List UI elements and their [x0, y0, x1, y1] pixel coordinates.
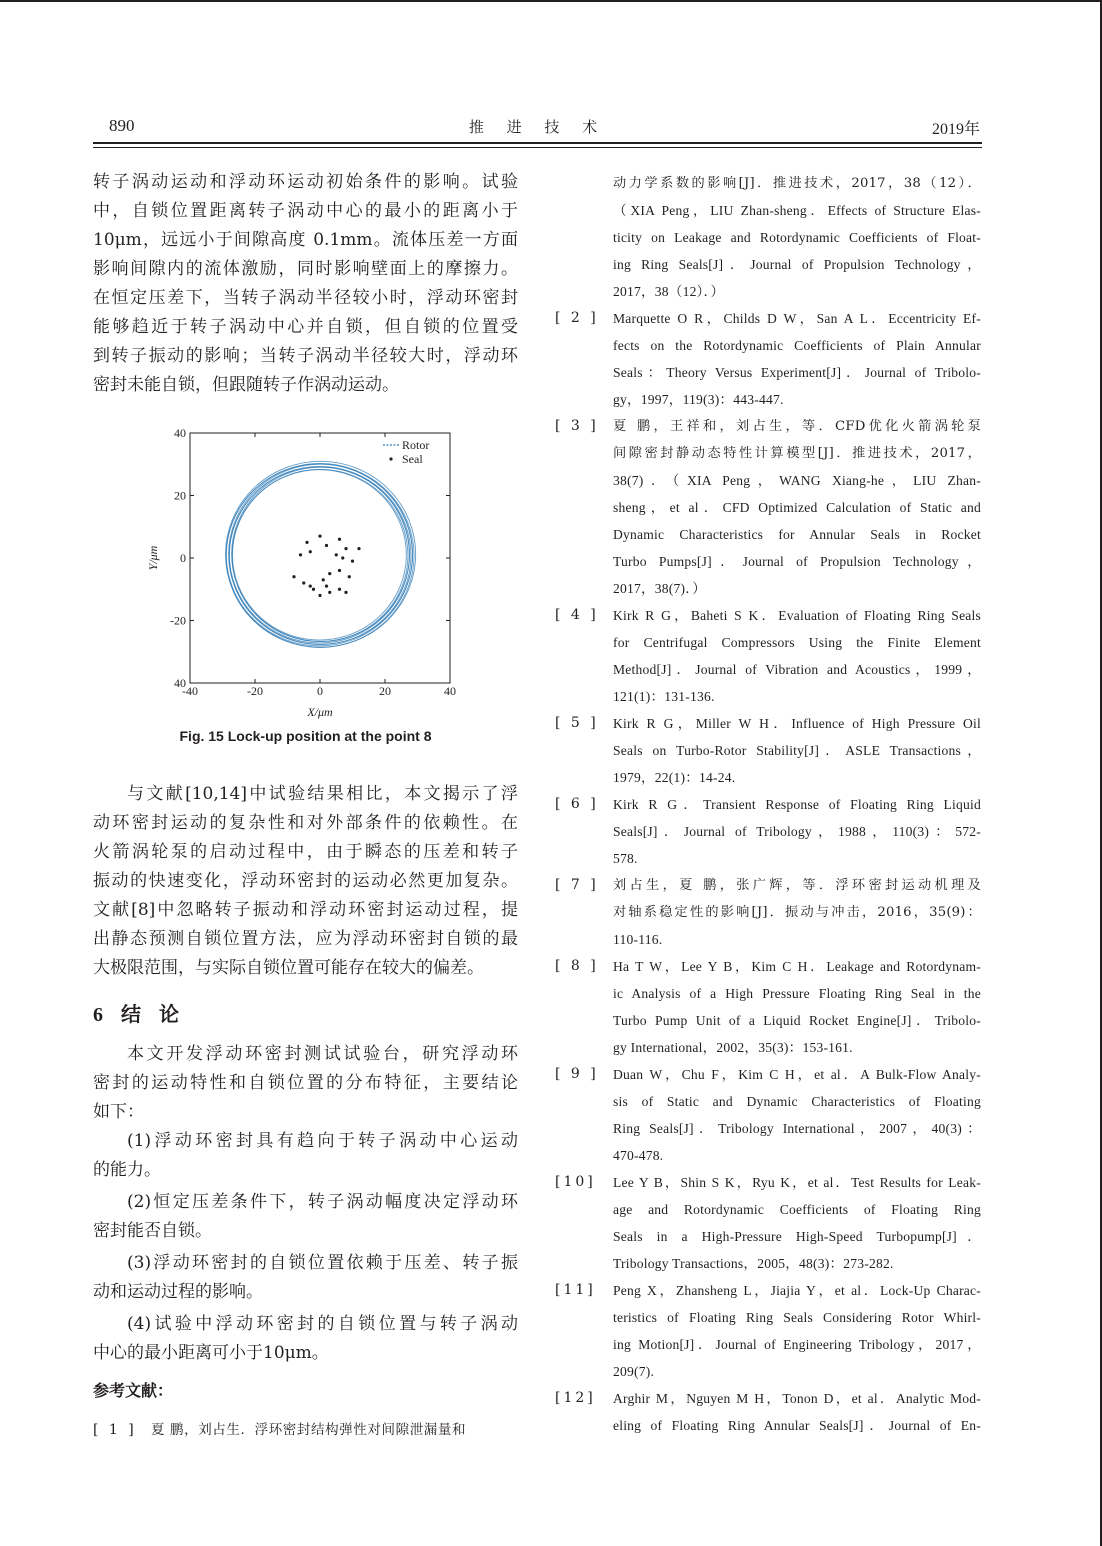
seal-point: [335, 553, 338, 556]
seal-point: [299, 553, 302, 556]
reference-line: 1979，22(1)：14-24.: [613, 770, 736, 785]
reference-item: [555, 1061, 981, 1169]
reference-number: [ 7 ]: [555, 877, 599, 893]
reference-item: [555, 413, 981, 602]
x-tick-label: -40: [182, 684, 198, 698]
lockup-scatter-chart: [93, 423, 518, 723]
paragraph-line: 本文开发浮动环密封测试试验台，研究浮动环: [127, 1044, 518, 1064]
seal-point: [318, 594, 321, 597]
seal-point: [328, 591, 331, 594]
reference-line: 间隙密封静动态特性计算模型[J]．推进技术，2017，: [613, 446, 981, 461]
conclusion-list: [93, 1127, 518, 1368]
section-heading: [93, 998, 197, 1027]
journal-name: 推 进 技 术: [468, 118, 607, 136]
reference-1-continuation: [613, 170, 981, 305]
y-tick-label: 0: [180, 551, 186, 565]
reference-line: 刘占生，夏 鹏，张广辉，等．浮环密封运动机理及: [613, 878, 981, 893]
reference-line: （XIA Peng，LIU Zhan-sheng．Effects of Structure Elas-: [613, 203, 981, 218]
reference-number: [ 8 ]: [555, 958, 599, 974]
reference-line: Turbo Pumps[J]．Journal of Propulsion Technology，: [613, 554, 981, 569]
x-tick-label: 40: [444, 684, 456, 698]
paragraph-line: 振动的快速变化，浮动环密封的运动必然更加复杂。: [93, 871, 518, 891]
reference-line: Dynamic Characteristics for Annular Seals in Rocket: [613, 527, 981, 542]
page-number: 890: [109, 116, 135, 135]
seal-point: [348, 575, 351, 578]
reference-line: Marquette O R，Childs D W，San A L．Eccentricity Ef-: [613, 311, 981, 326]
reference-number: [11]: [555, 1282, 596, 1298]
paragraph-line: 火箭涡轮泵的启动过程中，由于瞬态的压差和转子: [93, 842, 518, 862]
reference-line: 夏 鹏，刘占生．浮环密封结构弹性对间隙泄漏量和: [151, 1422, 467, 1438]
reference-line: Seals in a High-Pressure High-Speed Turbopump[J]．: [613, 1229, 981, 1244]
reference-line: Seals：Theory Versus Experiment[J]．Journal of Tribolo-: [613, 365, 981, 380]
reference-number: [ 5 ]: [555, 715, 599, 731]
reference-line: Seals[J]．Journal of Tribology，1988，110(3)：572-: [613, 824, 981, 839]
x-axis-label: X/μm: [307, 705, 333, 719]
reference-line: 2017，38（12）．）: [613, 284, 725, 299]
y-tick-label: -20: [170, 613, 186, 628]
seal-point: [338, 588, 341, 591]
reference-line: Ring Seals[J]．Tribology International，2007，40(3)：: [613, 1121, 981, 1136]
reference-line: 121(1)：131-136.: [613, 689, 715, 704]
reference-line: 动力学系数的影响[J]．推进技术，2017，38（12）．: [613, 176, 981, 191]
reference-line: 对轴系稳定性的影响[J]．振动与冲击，2016，35(9)：: [613, 905, 981, 920]
reference-item: [555, 1385, 981, 1439]
reference-line: Lee Y B，Shin S K，Ryu K，et al．Test Results for Leak-: [613, 1175, 981, 1190]
reference-line: Arghir M，Nguyen M H，Tonon D，et al．Analytic Mod-: [613, 1391, 981, 1406]
paragraph-comparison: [93, 780, 518, 983]
reference-item: [555, 305, 981, 413]
reference-line: Tribology Transactions，2005，48(3)：273-282.: [613, 1256, 894, 1271]
reference-line: 209(7).: [613, 1364, 655, 1379]
conclusion-line: (1)浮动环密封具有趋向于转子涡动中心运动: [127, 1131, 518, 1151]
reference-line: Seals on Turbo-Rotor Stability[J]．ASLE Transactions，: [613, 743, 981, 758]
y-tick-label: 40: [174, 676, 186, 690]
figure-caption: Fig. 15 Lock-up position at the point 8: [179, 728, 432, 744]
reference-line: eling of Floating Ring Annular Seals[J]．Journal of En-: [613, 1418, 981, 1433]
reference-item: [555, 791, 981, 872]
conclusion-line: 的能力。: [93, 1160, 161, 1180]
publication-year: 2019年: [931, 121, 980, 138]
reference-line: age and Rotordynamic Coefficients of Floating Ring: [613, 1202, 981, 1217]
x-tick-label: -20: [247, 684, 263, 698]
legend-seal-label: Seal: [402, 452, 423, 466]
paragraph-line: 到转子振动的影响；当转子涡动半径较大时，浮动环: [93, 346, 518, 366]
reference-line: teristics of Floating Ring Seals Considering Rotor Whirl-: [613, 1310, 981, 1325]
seal-point: [344, 547, 347, 550]
reference-line: ing Motion[J]．Journal of Engineering Tribology，2017，: [613, 1337, 981, 1352]
seal-point: [292, 575, 295, 578]
reference-number: [ 3 ]: [555, 418, 599, 434]
paragraph-line: 文献[8]中忽略转子振动和浮动环密封运动过程，提: [93, 900, 518, 920]
reference-line: Peng X，Zhansheng L，Jiajia Y，et al．Lock-Up Charac-: [613, 1283, 981, 1298]
seal-point: [341, 556, 344, 559]
paragraph-line: 大极限范围，与实际自锁位置可能存在较大的偏差。: [93, 958, 484, 978]
reference-line: gy，1997，119(3)：443-447.: [613, 392, 784, 407]
paragraph-line: 中，自锁位置距离转子涡动中心的最小的距离小于: [93, 201, 518, 221]
seal-point: [302, 581, 305, 584]
reference-item: [555, 953, 981, 1061]
paragraph-line: 影响间隙内的流体激励，同时影响壁面上的摩擦力。: [93, 259, 518, 279]
reference-line: Method[J]．Journal of Vibration and Acoustics，1999，: [613, 662, 981, 677]
y-tick-label: 20: [174, 488, 186, 503]
reference-line: ticity on Leakage and Rotordynamic Coefficients of Float-: [613, 230, 981, 245]
conclusion-line: 密封能否自锁。: [93, 1221, 212, 1241]
seal-point: [309, 585, 312, 588]
seal-point: [338, 538, 341, 541]
conclusion-line: (3)浮动环密封的自锁位置依赖于压差、转子振: [127, 1253, 518, 1273]
reference-line: 2017，38(7)．）: [613, 581, 707, 596]
reference-line: sis of Static and Dynamic Characteristics of Floating: [613, 1094, 981, 1109]
paragraph-line: 转子涡动运动和浮动环运动初始条件的影响。试验: [93, 172, 518, 192]
reference-line: 470-478.: [613, 1148, 664, 1163]
reference-line: 578.: [613, 851, 638, 866]
paragraph-line: 出静态预测自锁位置方法，应为浮动环密封自锁的最: [93, 929, 518, 949]
reference-number: [ 9 ]: [555, 1066, 599, 1082]
conclusion-line: (4)试验中浮动环密封的自锁位置与转子涡动: [127, 1314, 518, 1334]
x-tick-label: 20: [379, 684, 391, 698]
reference-line: Ha T W，Lee Y B，Kim C H．Leakage and Rotordynam-: [613, 959, 981, 974]
legend-rotor-label: Rotor: [402, 438, 430, 452]
paragraph-continuation: [93, 168, 518, 400]
seal-point: [325, 544, 328, 547]
paragraph-line: 动环密封运动的复杂性和对外部条件的依赖性。在: [93, 813, 518, 833]
reference-number: [ 1 ]: [93, 1422, 137, 1438]
seal-point: [325, 585, 328, 588]
reference-line: ic Analysis of a High Pressure Floating Ring Seal in the: [613, 986, 981, 1001]
running-header: [93, 116, 982, 142]
paragraph-line: 密封的运动特性和自锁位置的分布特征，主要结论: [93, 1073, 518, 1093]
reference-number: [12]: [555, 1390, 596, 1406]
paragraph-line: 10μm，远远小于间隙高度 0.1mm。流体压差一方面: [93, 230, 518, 250]
conclusion-line: 动和运动过程的影响。: [93, 1282, 263, 1302]
y-axis-label: Y/μm: [146, 545, 160, 571]
reference-number: [ 2 ]: [555, 310, 599, 326]
reference-number: [ 4 ]: [555, 607, 599, 623]
reference-number: [10]: [555, 1174, 596, 1190]
seal-point: [357, 547, 360, 550]
section-title: 结论: [121, 1002, 197, 1026]
seal-point: [318, 535, 321, 538]
reference-line: sheng，et al．CFD Optimized Calculation of Static and: [613, 500, 981, 515]
reference-item: [555, 1277, 981, 1385]
paragraph-conclusion-intro: [93, 1040, 518, 1127]
legend-seal-swatch: [389, 457, 392, 460]
reference-line: 夏 鹏，王祥和，刘占生，等．CFD优化火箭涡轮泵: [613, 419, 981, 434]
reference-line: Kirk R G，Miller W H．Influence of High Pressure Oil: [613, 716, 981, 731]
seal-point: [351, 560, 354, 563]
seal-point: [312, 588, 315, 591]
reference-line: fects on the Rotordynamic Coefficients of Plain Annular: [613, 338, 981, 353]
paragraph-line: 在恒定压差下，当转子涡动半径较小时，浮动环密封: [93, 288, 518, 308]
figure-15: [93, 423, 518, 743]
seal-point: [322, 578, 325, 581]
reference-1: [93, 1417, 518, 1444]
reference-line: Duan W，Chu F，Kim C H，et al．A Bulk-Flow Analy-: [613, 1067, 981, 1082]
reference-list: [555, 305, 981, 1439]
reference-line: Kirk R G，Baheti S K．Evaluation of Floating Ring Seals: [613, 608, 981, 623]
paragraph-line: 能够趋近于转子涡动中心并自锁，但自锁的位置受: [93, 317, 518, 337]
reference-item: [555, 710, 981, 791]
reference-number: [ 6 ]: [555, 796, 599, 812]
reference-item: [555, 1169, 981, 1277]
x-tick-label: 0: [317, 684, 323, 698]
reference-line: Kirk R G．Transient Response of Floating Ring Liquid: [613, 797, 981, 812]
right-column: [555, 170, 981, 1439]
header-rule-thin: [93, 147, 982, 148]
section-number: 6: [93, 1004, 103, 1026]
seal-point: [328, 572, 331, 575]
left-column: [93, 168, 518, 1438]
reference-item: [555, 602, 981, 710]
header-rule-thick: [93, 142, 982, 144]
reference-line: 110-116.: [613, 932, 663, 947]
paragraph-line: 如下：: [93, 1102, 144, 1122]
reference-line: gy International，2002，35(3)：153-161.: [613, 1040, 853, 1055]
seal-point: [344, 591, 347, 594]
reference-line: ing Ring Seals[J]．Journal of Propulsion Technology，: [613, 257, 981, 272]
rotor-orbit-trace: [232, 470, 406, 640]
seal-point: [305, 541, 308, 544]
reference-item: [555, 872, 981, 953]
page-border-top: [0, 0, 1102, 2]
reference-line: 38(7)．（XIA Peng，WANG Xiang-he，LIU Zhan-: [613, 473, 981, 488]
conclusion-line: (2)恒定压差条件下，转子涡动幅度决定浮动环: [127, 1192, 518, 1212]
paragraph-line: 密封未能自锁，但跟随转子作涡动运动。: [93, 375, 399, 395]
seal-point: [309, 550, 312, 553]
references-heading: 参考文献：: [93, 1381, 174, 1400]
reference-line: Turbo Pump Unit of a Liquid Rocket Engine[J]．Tribolo-: [613, 1013, 981, 1028]
y-tick-label: 40: [174, 426, 186, 440]
reference-line: for Centrifugal Compressors Using the Finite Element: [613, 635, 981, 650]
seal-point: [338, 569, 341, 572]
paragraph-line: 与文献[10,14]中试验结果相比，本文揭示了浮: [127, 784, 518, 804]
conclusion-line: 中心的最小距离可小于10μm。: [93, 1343, 329, 1363]
